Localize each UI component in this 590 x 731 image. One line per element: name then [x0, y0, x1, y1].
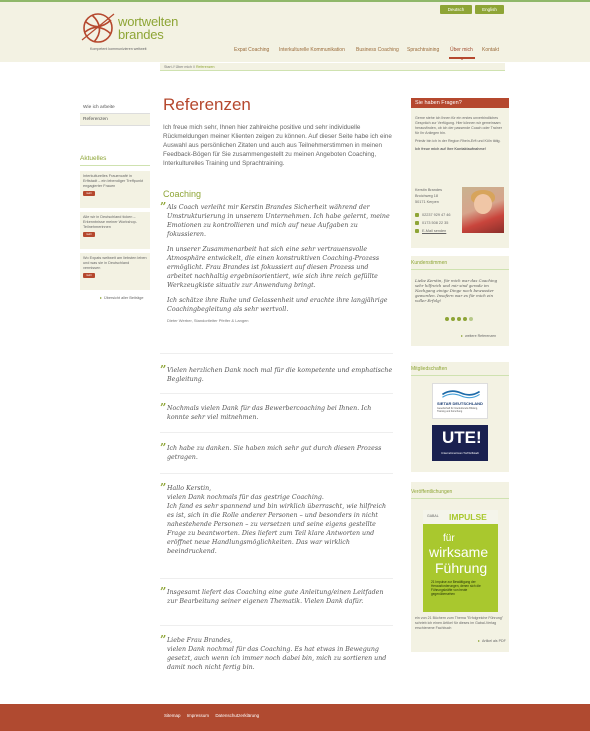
contact-mobile[interactable]	[415, 221, 448, 225]
ute-logo[interactable]	[432, 425, 488, 461]
profile-photo-face	[474, 194, 492, 214]
quote-mark-icon: ”	[160, 200, 167, 213]
more-references-label[interactable]: weitere Referenzen	[465, 334, 497, 338]
testimonial-text: Liebe Frau Brandes, vielen Dank nochmal für das Coaching. Es hat etwas in Bewegung gesetzt, auch wenn ich immer noch dabei bin, mich zu sortieren und damit noch nicht fertig bin.	[167, 637, 387, 671]
news-item[interactable]	[80, 212, 150, 249]
nav-business-coaching[interactable]: Business Coaching	[356, 47, 399, 53]
news-overview-link[interactable]	[100, 296, 143, 300]
news-more-button[interactable]: mehr	[83, 273, 95, 278]
contact-mobile-value[interactable]: 0173 508 22 35	[422, 221, 449, 225]
aktuelles-heading: Aktuelles	[80, 155, 107, 162]
triangle-right-icon	[461, 335, 463, 337]
news-item-text[interactable]: Interkulturelles Frauencafé in Erftstadt – ein lebendiger Treffpunkt engagierter Frauen	[83, 174, 144, 188]
contact-phone[interactable]	[415, 213, 451, 217]
left-subnav	[80, 102, 150, 126]
kundenstimmen-quote: Liebe Kerstin, für mich war das Coaching sehr hilfreich und mir sind gerade im Nachgang einige Dinge noch bewusster geworden. Insofern war es für mich ein voller Erfolg!	[415, 278, 498, 303]
footer-links	[164, 713, 264, 718]
testimonial	[160, 481, 395, 556]
testimonial-text: Ich habe zu danken. Sie haben mich sehr gut durch diesen Prozess getragen.	[167, 445, 382, 461]
news-item[interactable]	[80, 171, 150, 208]
nav-sprachtraining[interactable]: Sprachtraining	[407, 47, 440, 53]
contact-panel-cta: Ich freue mich auf Ihre Kontaktaufnahme!	[415, 147, 486, 151]
contact-panel-heading: Sie haben Fragen?	[411, 98, 509, 108]
aktuelles-rule	[80, 165, 150, 166]
quote-mark-icon: ”	[160, 633, 167, 646]
site-footer	[0, 704, 590, 731]
carousel-dot[interactable]	[451, 317, 455, 321]
sietar-label: SIETAR DEUTSCHLAND	[437, 401, 483, 406]
book-subtitle: 21 Impulse zur Bewältigung der Herausforderungen, denen sich die Führungskräfte von heute gegenübersehen	[431, 580, 481, 596]
testimonial	[160, 441, 395, 462]
testimonial-text	[167, 203, 395, 314]
logo-tagline: Kompetent kommunizieren weltweit	[90, 47, 147, 51]
lang-de-button[interactable]: Deutsch	[440, 5, 472, 14]
nav-kontakt[interactable]: Kontakt	[482, 47, 499, 53]
ute-label: UTE!	[442, 428, 482, 447]
news-more-button[interactable]: mehr	[83, 191, 95, 196]
news-item[interactable]	[80, 253, 150, 290]
sietar-wave-icon	[441, 387, 481, 399]
testimonial-paragraph: In unserer Zusammenarbeit hat sich eine sehr vertrauensvolle Atmosphäre entwickelt, die einen konstruktiven Coaching-Prozess ermöglicht. Frau Brandes ist fokussiert auf diesen Prozess und arbeitet nachhaltig ergebnisorientiert, wie sich ihre reich gefüllte Werkzeugkiste situativ zur Anwendung bringt.	[167, 246, 380, 289]
article-pdf-label[interactable]: Artikel als PDF	[482, 639, 506, 643]
testimonial-carousel-dots[interactable]	[445, 317, 475, 323]
contact-city: 50171 Kerpen	[415, 200, 439, 204]
article-pdf-link[interactable]	[478, 639, 506, 643]
profile-photo	[462, 187, 504, 233]
section-title-coaching: Coaching	[163, 189, 202, 199]
carousel-dot[interactable]	[457, 317, 461, 321]
book-title-line3: Führung	[435, 560, 488, 576]
intro-text: Ich freue mich sehr, Ihnen hier zahlreiche positive und sehr individuelle Rückmeldungen meiner Klienten zeigen zu können. Auf dieser Seite habe ich eine Auswahl aus persönlichen Zitaten und auch aus Teilnehmerstimmen in meinen Feedback-Bögen für Sie zusammengestellt zu meinen Angeboten Coaching, Interkulturelles Training und Sprachtraining.	[163, 124, 392, 167]
page-title: Referenzen	[163, 95, 251, 114]
book-brand: GABAL	[427, 514, 439, 518]
veroeffentlichungen-rule	[411, 498, 509, 499]
testimonial-text: Vielen herzlichen Dank noch mal für die kompetente und emphatische Begleitung.	[167, 367, 393, 383]
book-series: IMPULSE	[449, 512, 487, 522]
breadcrumb-current: Referenzen	[195, 65, 215, 69]
testimonial	[160, 585, 395, 606]
news-item-text[interactable]: Alle wir in Deutschland ticken – Erkenntnisse meiner Workshop-Teilnehmerinnen	[83, 215, 137, 229]
quote-mark-icon: ”	[160, 401, 167, 414]
lang-en-button[interactable]: English	[475, 5, 504, 14]
testimonial-divider	[160, 353, 393, 354]
veroeffentlichungen-heading: Veröffentlichungen	[411, 489, 453, 495]
nav-interkulturelle-kommunikation[interactable]: Interkulturelle Kommunikation	[279, 47, 345, 53]
main-content	[163, 95, 393, 115]
nav-active-pointer	[459, 57, 465, 60]
carousel-dot[interactable]	[445, 317, 449, 321]
mobile-icon	[415, 221, 419, 225]
more-references-link[interactable]	[461, 334, 496, 338]
contact-panel-region: Primär bin ich in der Region Rhein-Erft und Köln tätig.	[415, 139, 501, 143]
footer-link-impressum[interactable]: Impressum	[186, 713, 210, 718]
testimonial	[160, 633, 395, 672]
testimonial-text: Nochmals vielen Dank für das Bewerbercoaching bei Ihnen. Ich konnte sehr viel mitnehmen.	[167, 405, 372, 421]
subnav-referenzen[interactable]: Referenzen	[80, 114, 150, 126]
contact-phone-value[interactable]: 02237 929 47 46	[422, 213, 451, 217]
testimonial	[160, 200, 395, 323]
logo-word-brandes: brandes	[118, 27, 164, 42]
testimonial-text: Insgesamt liefert das Coaching eine gute Anleitung/einen Leitfaden zur Bearbeitung seiner eigenen Thematik. Vielen Dank dafür.	[167, 589, 384, 605]
contact-name: Kerstin Brandes	[415, 188, 443, 192]
phone-icon	[415, 213, 419, 217]
testimonial-divider	[160, 625, 393, 626]
subnav-wie-ich-arbeite[interactable]: Wie ich arbeite	[80, 102, 150, 114]
testimonial-divider	[160, 473, 393, 474]
footer-link-datenschutz[interactable]: Datenschutzerklärung	[215, 713, 260, 718]
news-overview-label[interactable]: Übersicht aller Beiträge	[104, 296, 144, 300]
mail-icon	[415, 229, 419, 233]
testimonial	[160, 363, 395, 384]
publication-text: ein von 21 Büchern zum Thema "Erfolgreiche Führung" schrieb ich einen Artikel für dieses im Gabal-Verlag erschienene Fachbuch	[415, 616, 503, 630]
quote-mark-icon: ”	[160, 585, 167, 598]
carousel-dot[interactable]	[469, 317, 473, 321]
triangle-right-icon	[478, 640, 480, 642]
nav-expat-coaching[interactable]: Expat Coaching	[234, 47, 270, 53]
news-more-button[interactable]: mehr	[83, 232, 95, 237]
mitgliedschaften-heading: Mitgliedschaften	[411, 366, 448, 372]
quote-mark-icon: ”	[160, 441, 167, 454]
breadcrumb-path[interactable]: Start // Über mich //	[164, 65, 196, 69]
testimonial	[160, 401, 395, 422]
contact-panel-text: Gerne stehe ich Ihnen für ein erstes unverbindliches Gespräch zur Verfügung. Hier können wir gemeinsam herausfinden, ob ich der passende Coach oder Trainer für Ihr Anliegen bin.	[415, 116, 502, 135]
quote-mark-icon: ”	[160, 363, 167, 376]
book-cover[interactable]	[423, 510, 498, 612]
testimonial-author: Dieter Werber, Standortleiter Pfeifer & Langen	[167, 318, 249, 323]
breadcrumb	[164, 65, 215, 69]
testimonial-paragraph: Als Coach verleiht mir Kerstin Brandes Sicherheit während der Umstrukturierung in unserem Unternehmen. Ich habe gelernt, meine Emotionen zu kontrollieren und mich auf neue Aufgaben zu fokussieren.	[167, 204, 390, 238]
kundenstimmen-rule	[411, 269, 509, 270]
carousel-dot[interactable]	[463, 317, 467, 321]
testimonial-paragraph: Ich schätze ihre Ruhe und Gelassenheit und erachte ihre langjährige Coachingbegleitung als sehr wertvoll.	[167, 297, 388, 313]
testimonial-divider	[160, 578, 393, 579]
quote-mark-icon: ”	[160, 481, 167, 494]
book-title-line1: für	[443, 533, 455, 544]
footer-link-sitemap[interactable]: Sitemap	[164, 713, 181, 718]
triangle-right-icon	[100, 297, 102, 299]
globe-logo-icon	[80, 10, 116, 46]
sietar-subtitle: Gesellschaft für Interkulturelle Bildung, Training und Forschung	[437, 407, 478, 413]
contact-email-link[interactable]: E-Mail senden	[422, 229, 447, 233]
contact-email[interactable]	[415, 229, 446, 233]
site-logo[interactable]	[80, 10, 190, 54]
testimonial-divider	[160, 393, 393, 394]
kundenstimmen-heading: Kundenstimmen	[411, 260, 448, 266]
logo-word-wortwelten: wortwelten	[118, 14, 179, 29]
testimonial-text: Hallo Kerstin, vielen Dank nochmals für das gestrige Coaching. Ich fand es sehr spannend und bin wirklich überrascht, wie hilfreich es ist, sich in die Rolle anderer Personen – und besonders in nicht nahestehende Personen – zu versetzen und seine eigens gestellte Frage zu beantworten. Dies liefert zum Teil klare Antworten und eröffnet neue Handlungsmöglichkeiten. Das war wirklich beeindruckend.	[167, 485, 387, 555]
sietar-logo[interactable]	[432, 383, 488, 419]
news-item-text[interactable]: Wo Expats weltweit am liebsten leben und was sie in Deutschland vermissen	[83, 256, 147, 270]
mitgliedschaften-rule	[411, 375, 509, 376]
book-title-line2: wirksame	[429, 544, 489, 560]
ute-subtitle: Unternehmerinnen Treff Erftstadt	[441, 452, 479, 455]
testimonial-divider	[160, 432, 393, 433]
nav-ueber-mich[interactable]: Über mich	[450, 47, 473, 53]
contact-street: Broichweg 18	[415, 194, 439, 198]
